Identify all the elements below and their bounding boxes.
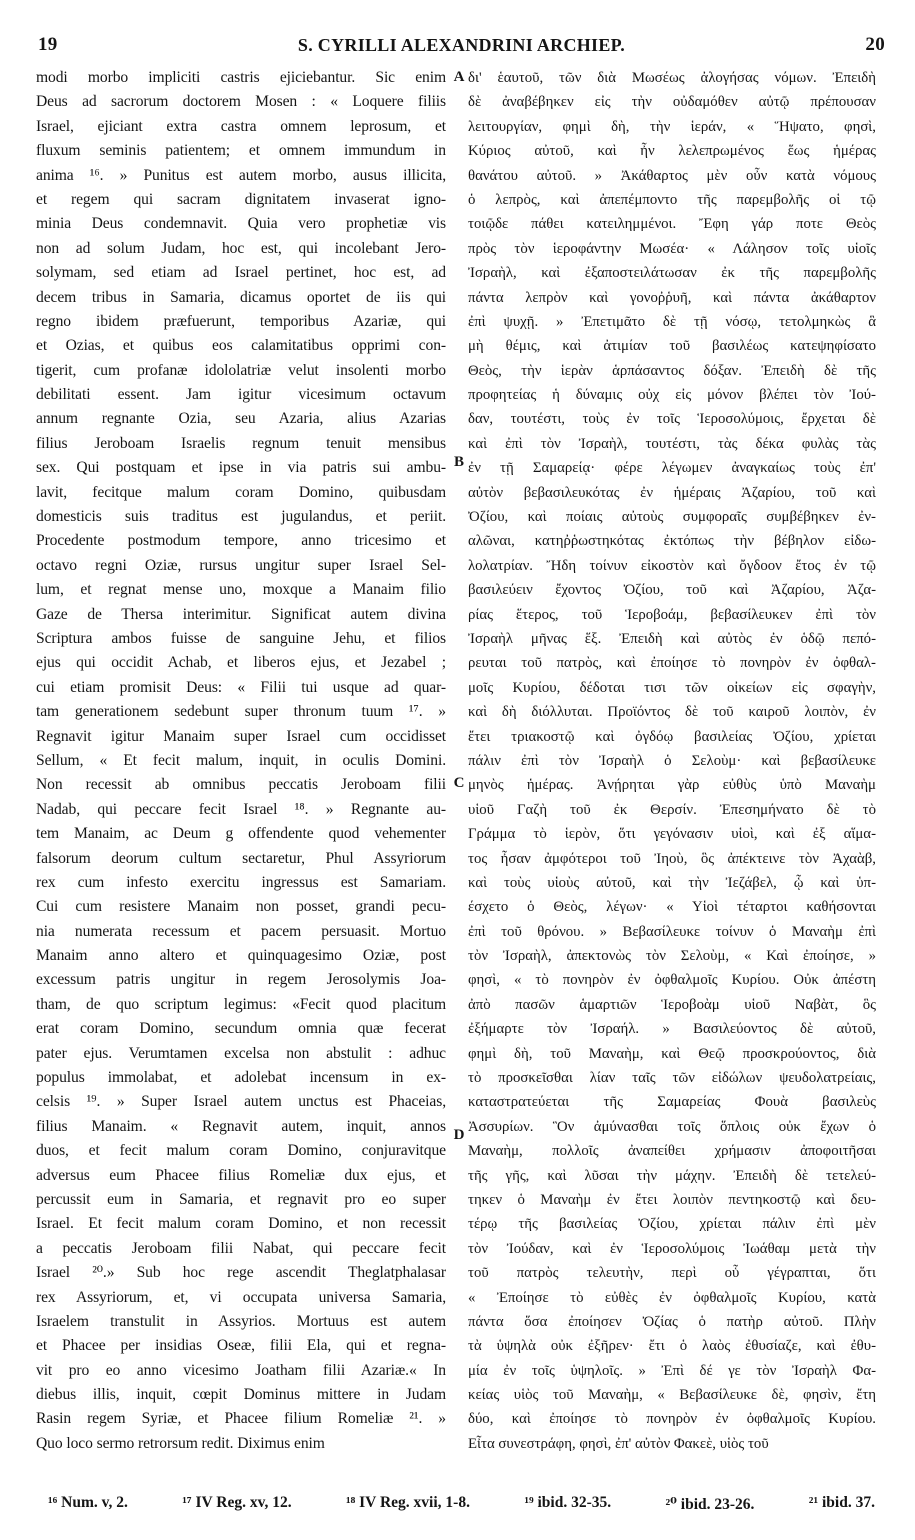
- latin-text-line: excessum patris ungitur in regem Jerosolymis Joa-: [36, 971, 446, 989]
- latin-text-line: regno ibidem præfuerunt, temporibus Azariæ, qui: [36, 312, 446, 330]
- latin-column: [36, 66, 446, 1456]
- greek-text-line: Γράμμα τὸ ἱερὸν, ὅτι γεγόνασιν υἱοὶ, καὶ ἐξ αἵμα-: [468, 826, 876, 843]
- latin-text-line: Israel. Et fecit malum coram Domino, et non recessit: [36, 1215, 446, 1233]
- greek-text-line: ὁ λεπρὸς, καὶ ἀπεπέμποντο τῆς παρεμβολῆς οἱ τῷ: [468, 191, 876, 208]
- latin-text-line: annum regnante Ozia, seu Azaria, alius Azarias: [36, 410, 446, 428]
- latin-text-line: tam generationem sedebunt super thronum tuum ¹⁷. »: [36, 703, 446, 721]
- greek-text-line: ἐπὶ τοῦ θρόνου. » Βεβασίλευκε τοίνυν ὁ Μαναὴμ ἐπὶ: [468, 923, 876, 940]
- margin-marker-c: C: [453, 775, 465, 791]
- latin-text-line: Rasin regem Syriæ, et Phacee filium Romeliæ ²¹. »: [36, 1410, 446, 1428]
- greek-text-line: προφητείας ἡ δύναμις οὐχ εἰς μόνον βλέπει τὸν Ἰού-: [468, 387, 876, 404]
- greek-text-line: καὶ δὴ διόλλυται. Προϊόντος δὲ τοῦ καιροῦ λοιπὸν, ἐν: [468, 704, 876, 721]
- latin-text-line: tham, de quo scriptum legimus: «Fecit quod placitum: [36, 995, 446, 1013]
- latin-text-line: Israelem transtulit in Assyrios. Mortuus est autem: [36, 1312, 446, 1330]
- footnote: ²¹ ibid. 37.: [808, 1494, 875, 1511]
- greek-text-line: Κύριος αὐτοῦ, καὶ ἦν λελεπρωμένος ἕως ἡμέρας: [468, 143, 876, 160]
- footnote: ¹⁸ IV Reg. xvii, 1-8.: [345, 1494, 470, 1511]
- latin-text-line: rex cum infesto exercitu ingressus est Samariam.: [36, 873, 446, 891]
- margin-marker-d: D: [453, 1127, 465, 1143]
- right-page-number: 20: [865, 34, 885, 55]
- greek-text-line: τοιῷδε πάθει κατειλημμένοι. Ἔφη γάρ ποτε Θεὸς: [468, 216, 876, 233]
- greek-text-line: τὰ ὑψηλὰ οὐκ ἐξῆρεν· ἔτι ὁ λαὸς ἐθυσίαζε, καὶ ἐθυ-: [468, 1338, 876, 1355]
- greek-text-line: ἐν τῇ Σαμαρείᾳ· φέρε λέγωμεν ἀναγκαίως τοὺς ἐπ': [468, 460, 876, 477]
- greek-text-line: Ἰσραὴλ, καὶ ἐξαποστειλάτωσαν ἐκ τῆς παρεμβολῆς: [468, 265, 876, 282]
- greek-text-line: λειτουργίαν, φημὶ δὴ, τὴν ἱεράν, « Ἥψατο, φησὶ,: [468, 118, 876, 135]
- latin-text-line: sex. Qui postquam et ipse in via patris sui ambu-: [36, 459, 446, 477]
- greek-text-line: τῆς γῆς, καὶ λῦσαι τὴν μάχην. Ἐπειδὴ δὲ τετελεύ-: [468, 1167, 876, 1184]
- greek-text-line: φησὶ, « τὸ πονηρὸν ἐν ὀφθαλμοῖς Κυρίου. Οὐκ ἀπέστη: [468, 972, 876, 989]
- margin-marker-a: A: [453, 69, 465, 85]
- latin-text-line: ejus qui occidit Achab, et liberos ejus, et Jezabel ;: [36, 654, 446, 672]
- latin-text-line: adversus eum Phacee filius Romeliæ dux ejus, et: [36, 1166, 446, 1184]
- greek-text-line: φημὶ δὴ, τοῦ Μαναὴμ, καὶ Θεῷ προσκρούοντος, διὰ: [468, 1045, 876, 1062]
- latin-text-line: lum, et regnat mense uno, moxque a Manaim filio: [36, 581, 446, 599]
- greek-text-line: τὸ προσκεῖσθαι λίαν ταῖς τῶν εἰδώλων ψευδολατρείαις,: [468, 1070, 876, 1087]
- greek-text-line: θανάτου αὐτοῦ. » Ἀκάθαρτος μὲν οὖν κατὰ νόμους: [468, 167, 876, 184]
- greek-text-line: δύο, καὶ ἐποίησε τὸ πονηρὸν ἐν ὀφθαλμοῖς Κυρίου.: [468, 1411, 876, 1428]
- latin-text-line: vit pro eo anno vicesimo Joatham filii Azariæ.« In: [36, 1361, 446, 1379]
- latin-text-line: Non recessit ab omnibus peccatis Jeroboam filii: [36, 776, 446, 794]
- greek-text-line: Ἀσσυρίων. Ὃν ἀμύνασθαι τοῖς ὅπλοις οὐκ ἔχων ὁ: [468, 1118, 876, 1135]
- latin-text-line: Gaze de Thersa interimitur. Significat autem divina: [36, 605, 446, 623]
- greek-text-line: μὴ θέμις, καὶ ἀτιμίαν τοῦ βασιλέως κατεψηφίσατο: [468, 338, 876, 355]
- greek-text-line: ἐξήμαρτε τὸν Ἰσραήλ. » Βασιλεύοντος δὲ αὐτοῦ,: [468, 1021, 876, 1038]
- latin-text-line: Nadab, qui peccare fecit Israel ¹⁸. » Regnante au-: [36, 800, 446, 818]
- latin-text-line: duos, et fecit malum coram Domino, conjuravitque: [36, 1142, 446, 1160]
- latin-text-line: filius Jeroboam Israelis regnum tenuit mensibus: [36, 434, 446, 452]
- greek-text-line: μία ἐν τοῖς ὑψηλοῖς. » Ἐπὶ δέ γε τὸν Ἰσραὴλ Φα-: [468, 1362, 876, 1379]
- latin-text-line: non ad solum Judam, hoc est, qui incolebant Jero-: [36, 239, 446, 257]
- margin-marker-b: B: [453, 454, 464, 470]
- left-page-number: 19: [38, 34, 58, 55]
- latin-text-line: Manaim anno altero et quinquagesimo Oziæ, post: [36, 947, 446, 965]
- latin-text-line: celsis ¹⁹. » Super Israel autem unctus est Phaceias,: [36, 1093, 446, 1111]
- greek-text-line: καταστρατεύεται τῆς Σαμαρείας Φουὰ βασιλεὺς: [468, 1094, 876, 1111]
- greek-text-line: μηνὸς ἡμέρας. Ἀνῄρηται γὰρ εὐθὺς ὑπὸ Μαναὴμ: [468, 777, 876, 794]
- greek-text-line: δαν, τουτέστι, τοὺς ἐν τοῖς Ἱεροσολύμοις, ἔρχεται δὲ: [468, 411, 876, 428]
- footnotes: [48, 1494, 875, 1518]
- latin-text-line: Israel, ejiciant extra castra omnem leprosum, et: [36, 117, 446, 135]
- latin-text-line: Procedente postmodum tempore, anno tricesimo et: [36, 532, 446, 550]
- latin-text-line: tem Manaim, ac Deum g offendente quod vehementer: [36, 825, 446, 843]
- greek-text-line: πάντα ὅσα ἐποίησεν Ὀζίας ὁ πατὴρ αὐτοῦ. Πλὴν: [468, 1313, 876, 1330]
- latin-text-line: falsorum deorum cultum sectaretur, Phul Assyriorum: [36, 849, 446, 867]
- greek-text-line: λολατρίαν. Ἤδη τοίνυν εἰκοστὸν καὶ ὄγδοον ἔτος ἐν τῷ: [468, 557, 876, 574]
- greek-text-line: τος ἦσαν ἀμφότεροι τοῦ Ἰηοὺ, ὃς ἀπέκτεινε τὸν Ἀχαὰβ,: [468, 850, 876, 867]
- latin-text-line: Quo loco sermo retrorsum redit. Diximus enim: [36, 1434, 325, 1452]
- greek-text-line: πάντα λεπρὸν καὶ γονοῤῥυῆ, καὶ πάντα ἀκάθαρτον: [468, 289, 876, 306]
- greek-text-line: δὲ ἀναβέβηκεν εἰς τὴν οὐδαμόθεν αὐτῷ πρέπουσαν: [468, 94, 876, 111]
- latin-text-line: a peccatis Jeroboam filii Nabat, qui peccare fecit: [36, 1239, 446, 1257]
- greek-text-line: δι' ἑαυτοῦ, τῶν διὰ Μωσέως ἀλογήσας νόμων. Ἐπειδὴ: [468, 70, 876, 86]
- latin-text-line: minia Deus condemnavit. Quia vero prophetiæ vis: [36, 215, 446, 233]
- latin-text-line: domesticis suis traditus est jugulandus, et periit.: [36, 508, 446, 526]
- latin-text-line: rex Assyriorum, et, vi occupata universa Samaria,: [36, 1288, 446, 1306]
- latin-text-line: fluxum seminis patientem; et omnem immundum in: [36, 142, 446, 160]
- latin-text-line: filius Manaim. « Regnavit autem, inquit, annos: [36, 1117, 446, 1135]
- latin-text-line: Israel ²⁰.» Sub hoc rege ascendit Theglatphalasar: [36, 1264, 446, 1282]
- footnote: ²⁰ ibid. 23-26.: [665, 1496, 755, 1513]
- footnote: ¹⁷ IV Reg. xv, 12.: [182, 1494, 292, 1511]
- footnote: ¹⁹ ibid. 32-35.: [524, 1494, 612, 1511]
- greek-text-line: Μαναὴμ, πολλοῖς ἀναπείθει χρήμασιν ἀποφοιτῆσαι: [468, 1143, 876, 1160]
- greek-text-line: πρὸς τὸν ἱεροφάντην Μωσέα· « Λάλησον τοῖς υἱοῖς: [468, 240, 876, 257]
- greek-text-line: Ὀζίου, καὶ ποίαις αὐτοὺς συμφοραῖς συμβέβηκεν ἐν-: [468, 509, 876, 526]
- greek-text-line: ἀπὸ πασῶν ἁμαρτιῶν Ἱεροβοὰμ υἱοῦ Ναβὰτ, ὃς: [468, 996, 876, 1013]
- latin-text-line: octavo regni Oziæ, rursus ungitur super Israel Sel-: [36, 556, 446, 574]
- running-header: [38, 30, 885, 60]
- greek-text-line: αὐτὸν βεβασιλευκότας ἐν ἡμέραις Ἀζαρίου, τοῦ καὶ: [468, 484, 876, 501]
- greek-text-line: ρευται τοῦ πατρὸς, καὶ ἐποίησε τὸ πονηρὸν ἐν ὀφθαλ-: [468, 655, 876, 672]
- latin-text-line: modi morbo impliciti castris ejiciebantur. Sic enim: [36, 69, 446, 86]
- greek-text-line: κείας υἱὸς τοῦ Μαναὴμ, « Βεβασίλευκε δὲ, φησὶν, ἔτη: [468, 1387, 876, 1404]
- greek-text-line: καὶ τοὺς υἱοὺς αὐτοῦ, καὶ τὴν Ἰεζάβελ, ᾧ καὶ ὑπ-: [468, 874, 876, 891]
- greek-text-line: πάλιν ἐπὶ τὸν Ἰσραὴλ ὁ Σελοὺμ· καὶ βεβασίλευκε: [468, 752, 876, 769]
- latin-text-line: cui etiam promisit Deus: « Filii tui usque ad quar-: [36, 678, 446, 696]
- greek-text-line: υἱοῦ Γαζὴ τοῦ ἐκ Θερσίν. Ἐπεσημήνατο δὲ τὸ: [468, 801, 876, 818]
- latin-text-line: tigerit, cum profanæ idololatriæ velut insolenti morbo: [36, 361, 446, 379]
- latin-text-line: Scriptura ambos fuisse de sanguine Jehu, et filios: [36, 629, 446, 647]
- greek-text-line: τηκεν ὁ Μαναὴμ ἐν ἔτει λοιπὸν πεντηκοστῷ καὶ δευ-: [468, 1191, 876, 1208]
- latin-text-line: Cui cum resistere Manaim non posset, grandi pecu-: [36, 898, 446, 916]
- latin-text-line: populus immolabat, et adolebat incensum in ex-: [36, 1069, 446, 1087]
- latin-text-line: pater ejus. Verumtamen excelsa non abstulit : adhuc: [36, 1044, 446, 1062]
- greek-text-line: αλῶναι, κατηῤῥωστηκότας ἐκτόπως τὴν βέβηλον εἰδω-: [468, 533, 876, 550]
- greek-text-line: ἔτει τριακοστῷ καὶ ὀγδόῳ βασιλείας Ὀζίου, χρίεται: [468, 728, 876, 745]
- latin-text-line: Sellum, « Et fecit malum, inquit, in oculis Domini.: [36, 751, 446, 769]
- footnote: ¹⁶ Num. v, 2.: [48, 1494, 128, 1511]
- greek-text-line: καὶ ἐπὶ τὸν Ἰσραὴλ, τουτέστι, τὰς δέκα φυλὰς τὰς: [468, 435, 876, 452]
- greek-column: [468, 66, 876, 1456]
- greek-text-line: Θεὸς, τὴν ἱερὰν ἁρπάσαντος δόξαν. Ἐπειδὴ δὲ τῆς: [468, 362, 876, 379]
- latin-text-line: erat coram Domino, secundum omnia quæ fecerat: [36, 1020, 446, 1038]
- latin-text-line: Deus ad sacrorum doctorem Mosen : « Loquere filiis: [36, 93, 446, 111]
- latin-text-line: anima ¹⁶. » Punitus est autem morbo, ausus illicita,: [36, 166, 446, 184]
- latin-text-line: et Phacee per insidias Oseæ, filii Ela, qui et regna-: [36, 1337, 446, 1355]
- latin-text-line: diebus illis, inquit, cœpit Dominus mittere in Judam: [36, 1386, 446, 1404]
- greek-text-line: τὸν Ἰσραὴλ, ἀπεκτονὼς τὸν Σελοὺμ, « Καὶ ἐποίησε, »: [468, 948, 876, 965]
- greek-text-line: τὸν Ἰούδαν, καὶ ἐν Ἱεροσολύμοις Ἰωάθαμ μετὰ τὴν: [468, 1240, 876, 1257]
- greek-text-line: μοῖς Κυρίου, δέδοται τισι τῶν οἰκείων εἰς σφαγὴν,: [468, 679, 876, 696]
- latin-text-line: solymam, sed etiam ad Israel pertinet, hoc est, ad: [36, 264, 446, 282]
- greek-text-line: ρίας ἕτερος, τοῦ Ἱεροβοάμ, βεβασίλευκεν ἐπὶ τὸν: [468, 606, 876, 623]
- latin-text-line: et Ozias, et quibus eos calamitatibus opprimi con-: [36, 337, 446, 355]
- greek-text-line: « Ἐποίησε τὸ εὐθὲς ἐν ὀφθαλμοῖς Κυρίου, κατὰ: [468, 1289, 876, 1306]
- latin-text-line: et regem qui sacram dignitatem invaserat igno-: [36, 190, 446, 208]
- latin-text-line: debilitati essent. Jam igitur vicesimum octavum: [36, 386, 446, 404]
- greek-text-line: έσχετο ὁ Θεὸς, λέγων· « Υἱοὶ τέταρτοι καθήσονται: [468, 899, 876, 916]
- greek-text-line: τοῦ πατρὸς τελευτὴν, περὶ οὗ γέγραπται, ὅτι: [468, 1265, 876, 1282]
- greek-text-line: Εἶτα συνεστράφη, φησὶ, ἐπ' αὐτὸν Φακεὲ, υἱὸς τοῦ: [468, 1435, 769, 1452]
- greek-text-line: ἐπὶ ψυχῇ. » Ἐπετιμᾶτο δὲ τῇ νόσῳ, τετολμηκὼς ἃ: [468, 313, 876, 330]
- greek-text-line: τέρῳ τῆς βασιλείας Ὀζίου, χρίεται πάλιν ἐπὶ μὲν: [468, 1216, 876, 1233]
- latin-text-line: lavit, fecitque malum coram Domino, quibusdam: [36, 483, 446, 501]
- latin-text-line: Regnavit igitur Manaim super Israel cum occidisset: [36, 727, 446, 745]
- greek-text-line: Ἰσραὴλ μῆνας ἕξ. Ἐπειδὴ καὶ αὐτὸς ἐν ὁδῷ πεπό-: [468, 630, 876, 647]
- latin-text-line: decem tribus in Samaria, dicamus oportet de iis qui: [36, 288, 446, 306]
- latin-text-line: nia numerata recessum et pacem persuasit. Mortuo: [36, 922, 446, 940]
- greek-text-line: βασιλεύειν ἔχοντος Ὀζίου, τοῦ καὶ Ἀζαρίου, Ἀζα-: [468, 582, 876, 599]
- latin-text-line: percussit eum in Samaria, et regnavit pro eo super: [36, 1190, 446, 1208]
- running-title: S. CYRILLI ALEXANDRINI ARCHIEP.: [297, 34, 626, 55]
